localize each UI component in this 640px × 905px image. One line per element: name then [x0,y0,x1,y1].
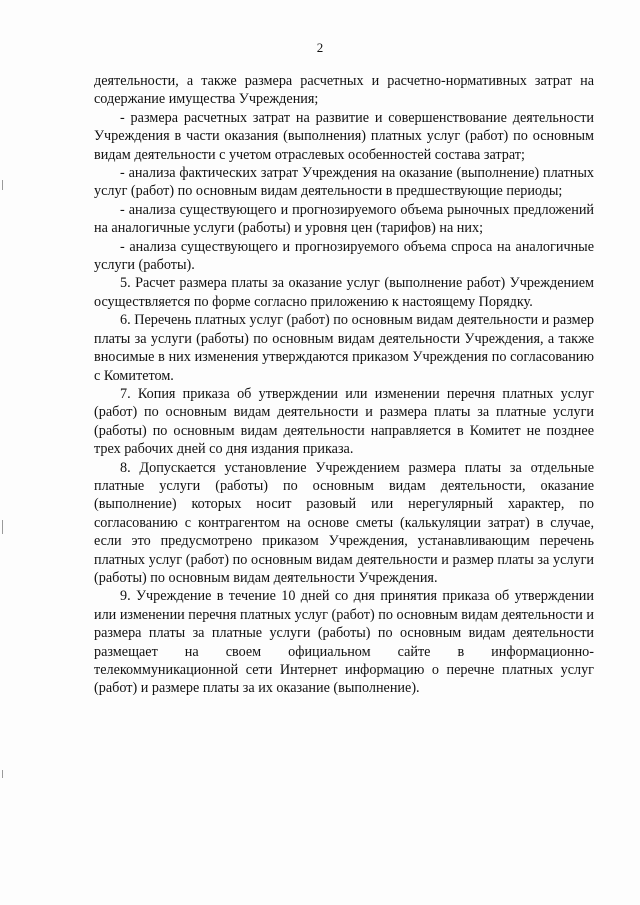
clause-7: 7. Копия приказа об утверждении или изменении перечня платных услуг (работ) по основным видам деятельности и размера платы за платные услуги (работы) по основным видам деятельности направляется в Комитет не позднее трех рабочих дней со дня издания приказа. [94,385,594,458]
clause-8: 8. Допускается установление Учреждением размера платы за отдельные платные услуги (работы) по основным видам деятельности, оказание (выполнение) которых носит разовый или нерегулярный характер, по согласованию с контрагентом на основе сметы (калькуляции затрат) в случае, если это предусмотрено приказом Учреждения, устанавливающим перечень платных услуг (работ) по основным видам деятельности и размер платы за услуги (работы) по основным видам деятельности Учреждения. [94,459,594,586]
clause-5: 5. Расчет размера платы за оказание услуг (выполнение работ) Учреждением осуществляется по форме согласно приложению к настоящему Порядку. [94,275,594,310]
clause-6: 6. Перечень платных услуг (работ) по основным видам деятельности и размер платы за услуги (работы) по основным видам деятельности Учреждения, а также вносимые в них изменения утверждаются приказом Учреждения по согласованию с Комитетом. [94,312,594,384]
list-item-development-costs: - размера расчетных затрат на развитие и совершенствование деятельности Учреждения в части оказания (выполнения) платных услуг (работ) по основным видам деятельности с учетом отраслевых особенностей состава затрат; [94,109,594,163]
list-item-market-offers: - анализа существующего и прогнозируемого объема рыночных предложений на аналогичные услуги (работы) и уровня цен (тарифов) на них; [94,201,594,237]
scan-margin-mark [2,520,3,534]
document-body [94,72,594,698]
paragraph-continuation: деятельности, а также размера расчетных и расчетно-нормативных затрат на содержание имущества Учреждения; [94,73,594,108]
page-number: 2 [316,40,324,55]
clause-9: 9. Учреждение в течение 10 дней со дня принятия приказа об утверждении или изменении перечня платных услуг (работ) по основным видам деятельности и размера платы за платные услуги (работы) по основным видам деятельности размещает на своем официальном сайте в информационно-телекоммуникационной сети Интернет информацию о перечне платных услуг (работ) и размере платы за их оказание (выполнение). [94,588,594,697]
scan-margin-mark [2,180,3,190]
list-item-actual-costs: - анализа фактических затрат Учреждения на оказание (выполнение) платных услуг (работ) по основным видам деятельности в предшествующие периоды; [94,165,594,200]
list-item-demand: - анализа существующего и прогнозируемого объема спроса на аналогичные услуги (работы). [94,238,594,274]
scan-margin-mark [2,770,3,778]
